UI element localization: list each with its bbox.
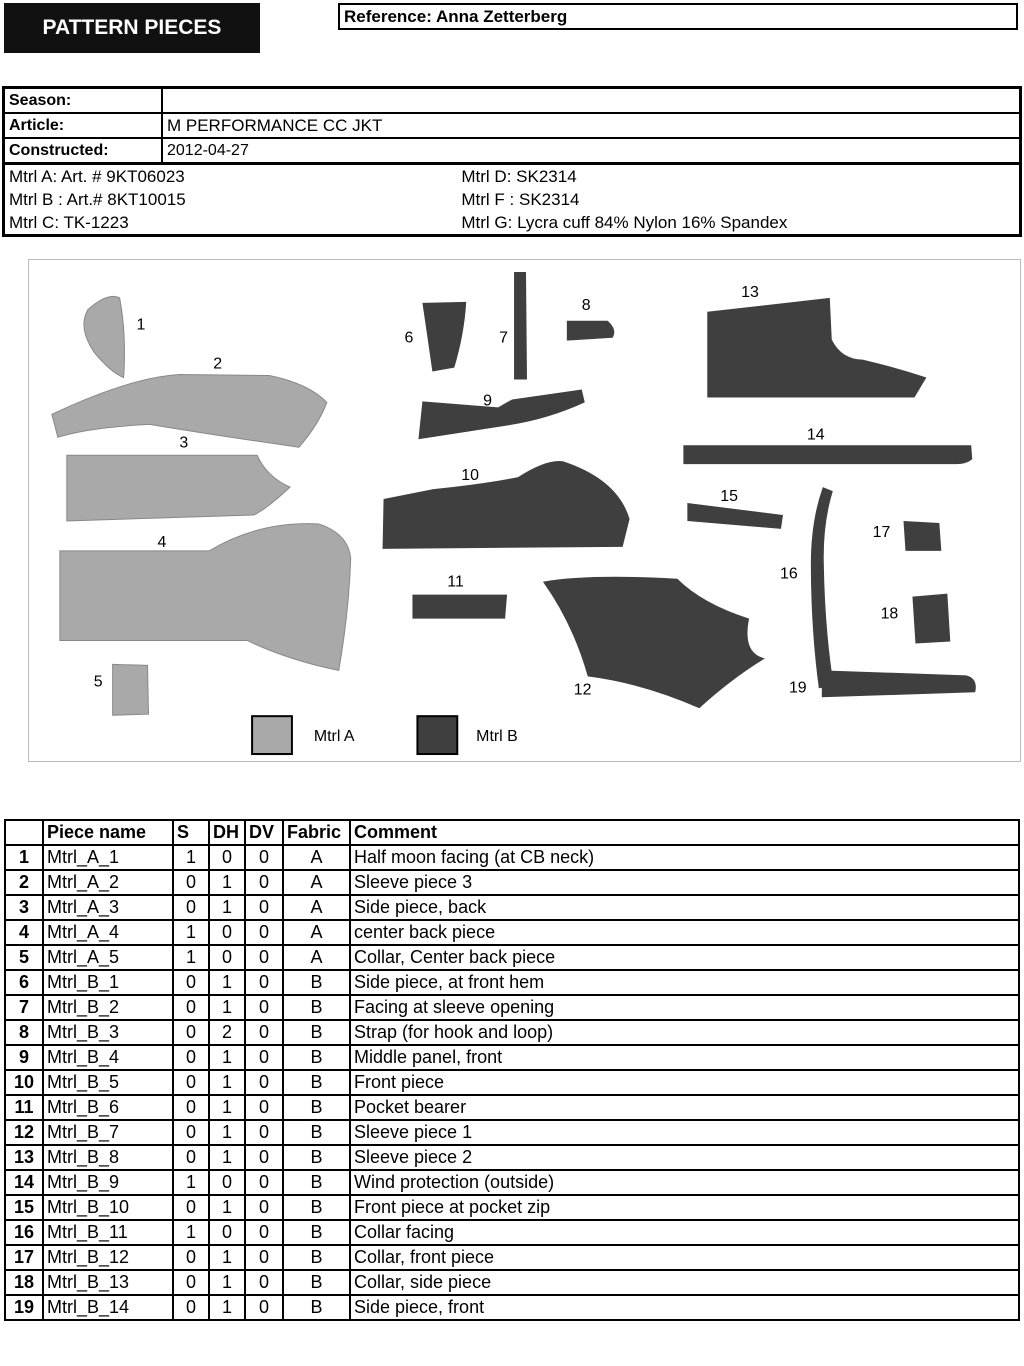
dh-count: 1 bbox=[209, 995, 245, 1020]
fabric: B bbox=[283, 1170, 350, 1195]
table-row bbox=[5, 1220, 1019, 1245]
pattern-piece-16 bbox=[811, 487, 834, 688]
dh-count: 2 bbox=[209, 1020, 245, 1045]
comment: Collar, Center back piece bbox=[350, 945, 1019, 970]
piece-name: Mtrl_B_12 bbox=[43, 1245, 173, 1270]
row-number: 14 bbox=[5, 1170, 43, 1195]
table-row bbox=[5, 870, 1019, 895]
table-row bbox=[5, 995, 1019, 1020]
material-a: Mtrl A: Art. # 9KT06023 bbox=[4, 164, 458, 189]
piece-name: Mtrl_A_2 bbox=[43, 870, 173, 895]
table-row bbox=[5, 1045, 1019, 1070]
piece-label-11: 11 bbox=[447, 573, 464, 591]
row-number: 6 bbox=[5, 970, 43, 995]
piece-name: Mtrl_A_3 bbox=[43, 895, 173, 920]
fabric: B bbox=[283, 1195, 350, 1220]
dv-count: 0 bbox=[245, 1295, 283, 1320]
piece-name: Mtrl_B_11 bbox=[43, 1220, 173, 1245]
table-row bbox=[5, 1070, 1019, 1095]
dh-count: 1 bbox=[209, 1195, 245, 1220]
dv-count: 0 bbox=[245, 1095, 283, 1120]
header-comment: Comment bbox=[350, 820, 1019, 845]
material-c: Mtrl C: TK-1223 bbox=[9, 212, 129, 232]
row-number: 7 bbox=[5, 995, 43, 1020]
s-count: 0 bbox=[173, 870, 209, 895]
piece-name: Mtrl_B_3 bbox=[43, 1020, 173, 1045]
s-count: 0 bbox=[173, 895, 209, 920]
pattern-piece-11 bbox=[412, 595, 507, 619]
piece-label-1: 1 bbox=[136, 316, 146, 334]
row-number: 11 bbox=[5, 1095, 43, 1120]
piece-label-6: 6 bbox=[404, 329, 414, 347]
fabric: B bbox=[283, 1270, 350, 1295]
dh-count: 1 bbox=[209, 1070, 245, 1095]
comment: Half moon facing (at CB neck) bbox=[350, 845, 1019, 870]
table-row bbox=[5, 1195, 1019, 1220]
piece-name: Mtrl_B_6 bbox=[43, 1095, 173, 1120]
comment: center back piece bbox=[350, 920, 1019, 945]
s-count: 0 bbox=[173, 1195, 209, 1220]
comment: Front piece bbox=[350, 1070, 1019, 1095]
dv-count: 0 bbox=[245, 1120, 283, 1145]
pattern-pieces-table bbox=[4, 819, 1020, 1321]
fabric: B bbox=[283, 970, 350, 995]
s-count: 0 bbox=[173, 1095, 209, 1120]
piece-name: Mtrl_B_9 bbox=[43, 1170, 173, 1195]
table-row bbox=[5, 1145, 1019, 1170]
pattern-piece-13 bbox=[707, 298, 926, 398]
piece-name: Mtrl_B_2 bbox=[43, 995, 173, 1020]
row-number: 16 bbox=[5, 1220, 43, 1245]
pattern-piece-2 bbox=[52, 375, 327, 448]
dv-count: 0 bbox=[245, 1245, 283, 1270]
article-info-table bbox=[2, 86, 1022, 237]
dv-count: 0 bbox=[245, 1045, 283, 1070]
comment: Sleeve piece 3 bbox=[350, 870, 1019, 895]
dh-count: 0 bbox=[209, 1220, 245, 1245]
legend-swatch-mtrl-a bbox=[252, 716, 292, 754]
comment: Collar facing bbox=[350, 1220, 1019, 1245]
legend-label-mtrl-b: Mtrl B bbox=[476, 728, 518, 746]
header-dv: DV bbox=[245, 820, 283, 845]
pattern-piece-10 bbox=[383, 461, 630, 549]
material-b: Mtrl B : Art.# 8KT10015 bbox=[9, 189, 186, 209]
dh-count: 0 bbox=[209, 945, 245, 970]
comment: Side piece, at front hem bbox=[350, 970, 1019, 995]
piece-label-10: 10 bbox=[461, 467, 479, 485]
piece-label-5: 5 bbox=[93, 673, 103, 691]
dv-count: 0 bbox=[245, 1145, 283, 1170]
page-title: PATTERN PIECES bbox=[4, 3, 260, 53]
piece-label-2: 2 bbox=[213, 355, 223, 373]
fabric: B bbox=[283, 995, 350, 1020]
fabric: B bbox=[283, 1020, 350, 1045]
piece-label-3: 3 bbox=[179, 434, 189, 452]
s-count: 0 bbox=[173, 1270, 209, 1295]
header-piece-name: Piece name bbox=[43, 820, 173, 845]
dv-count: 0 bbox=[245, 970, 283, 995]
piece-name: Mtrl_B_1 bbox=[43, 970, 173, 995]
s-count: 0 bbox=[173, 970, 209, 995]
s-count: 1 bbox=[173, 845, 209, 870]
piece-label-12: 12 bbox=[573, 681, 592, 699]
header-dh: DH bbox=[209, 820, 245, 845]
fabric: B bbox=[283, 1070, 350, 1095]
dh-count: 1 bbox=[209, 1295, 245, 1320]
dh-count: 0 bbox=[209, 1170, 245, 1195]
comment: Middle panel, front bbox=[350, 1045, 1019, 1070]
fabric: B bbox=[283, 1295, 350, 1320]
pattern-piece-14 bbox=[683, 445, 972, 464]
piece-label-18: 18 bbox=[880, 605, 899, 623]
row-number: 1 bbox=[5, 845, 43, 870]
reference-label: Reference: Anna Zetterberg bbox=[338, 3, 1018, 30]
piece-label-17: 17 bbox=[872, 523, 891, 541]
pattern-pieces-body bbox=[5, 845, 1019, 1320]
comment: Pocket bearer bbox=[350, 1095, 1019, 1120]
piece-name: Mtrl_B_10 bbox=[43, 1195, 173, 1220]
table-row bbox=[5, 970, 1019, 995]
table-row bbox=[5, 1295, 1019, 1320]
dv-count: 0 bbox=[245, 1070, 283, 1095]
article-value: M PERFORMANCE CC JKT bbox=[162, 113, 1021, 138]
row-number: 9 bbox=[5, 1045, 43, 1070]
table-header-row bbox=[5, 820, 1019, 845]
comment: Wind protection (outside) bbox=[350, 1170, 1019, 1195]
dv-count: 0 bbox=[245, 1020, 283, 1045]
row-number: 4 bbox=[5, 920, 43, 945]
s-count: 1 bbox=[173, 920, 209, 945]
table-row bbox=[5, 1270, 1019, 1295]
s-count: 0 bbox=[173, 1145, 209, 1170]
s-count: 1 bbox=[173, 1220, 209, 1245]
dh-count: 1 bbox=[209, 895, 245, 920]
dv-count: 0 bbox=[245, 1220, 283, 1245]
row-number: 2 bbox=[5, 870, 43, 895]
article-label: Article: bbox=[4, 113, 163, 138]
dv-count: 0 bbox=[245, 1270, 283, 1295]
s-count: 0 bbox=[173, 1245, 209, 1270]
fabric: A bbox=[283, 870, 350, 895]
dh-count: 1 bbox=[209, 1145, 245, 1170]
constructed-date: 2012-04-27 bbox=[162, 138, 1021, 164]
dv-count: 0 bbox=[245, 845, 283, 870]
pattern-piece-3 bbox=[67, 455, 290, 521]
table-row bbox=[5, 945, 1019, 970]
header-number bbox=[5, 820, 43, 845]
row-number: 15 bbox=[5, 1195, 43, 1220]
dh-count: 0 bbox=[209, 845, 245, 870]
dh-count: 0 bbox=[209, 920, 245, 945]
piece-name: Mtrl_B_8 bbox=[43, 1145, 173, 1170]
s-count: 1 bbox=[173, 945, 209, 970]
row-number: 10 bbox=[5, 1070, 43, 1095]
comment: Side piece, back bbox=[350, 895, 1019, 920]
pattern-piece-4 bbox=[60, 524, 351, 671]
dh-count: 1 bbox=[209, 1120, 245, 1145]
material-d: Mtrl D: SK2314 bbox=[457, 164, 1020, 189]
material-legend bbox=[252, 716, 518, 754]
s-count: 1 bbox=[173, 1170, 209, 1195]
fabric: B bbox=[283, 1220, 350, 1245]
fabric: A bbox=[283, 895, 350, 920]
dh-count: 1 bbox=[209, 870, 245, 895]
pattern-layout-svg bbox=[29, 260, 1020, 761]
dv-count: 0 bbox=[245, 995, 283, 1020]
s-count: 0 bbox=[173, 1045, 209, 1070]
dh-count: 1 bbox=[209, 1045, 245, 1070]
s-count: 0 bbox=[173, 1020, 209, 1045]
fabric: B bbox=[283, 1245, 350, 1270]
comment: Sleeve piece 1 bbox=[350, 1120, 1019, 1145]
s-count: 0 bbox=[173, 1295, 209, 1320]
table-row bbox=[5, 1095, 1019, 1120]
pattern-piece-7 bbox=[514, 272, 527, 380]
pattern-piece-6 bbox=[422, 302, 466, 372]
pattern-piece-19 bbox=[822, 670, 976, 697]
dh-count: 1 bbox=[209, 1270, 245, 1295]
pattern-piece-18 bbox=[912, 594, 950, 644]
fabric: A bbox=[283, 945, 350, 970]
dv-count: 0 bbox=[245, 1195, 283, 1220]
constructed-label: Constructed: bbox=[4, 138, 163, 164]
fabric: B bbox=[283, 1120, 350, 1145]
comment: Strap (for hook and loop) bbox=[350, 1020, 1019, 1045]
table-row bbox=[5, 1120, 1019, 1145]
fabric: A bbox=[283, 845, 350, 870]
piece-label-9: 9 bbox=[483, 392, 493, 410]
pattern-piece-9 bbox=[418, 389, 584, 439]
table-row bbox=[5, 845, 1019, 870]
dv-count: 0 bbox=[245, 870, 283, 895]
piece-name: Mtrl_B_14 bbox=[43, 1295, 173, 1320]
comment: Front piece at pocket zip bbox=[350, 1195, 1019, 1220]
row-number: 17 bbox=[5, 1245, 43, 1270]
piece-name: Mtrl_A_1 bbox=[43, 845, 173, 870]
row-number: 13 bbox=[5, 1145, 43, 1170]
dv-count: 0 bbox=[245, 920, 283, 945]
row-number: 8 bbox=[5, 1020, 43, 1045]
piece-name: Mtrl_B_7 bbox=[43, 1120, 173, 1145]
piece-label-13: 13 bbox=[741, 283, 759, 301]
s-count: 0 bbox=[173, 1070, 209, 1095]
row-number: 18 bbox=[5, 1270, 43, 1295]
piece-name: Mtrl_B_13 bbox=[43, 1270, 173, 1295]
table-row bbox=[5, 895, 1019, 920]
table-row bbox=[5, 1245, 1019, 1270]
piece-name: Mtrl_B_4 bbox=[43, 1045, 173, 1070]
dh-count: 1 bbox=[209, 970, 245, 995]
piece-label-8: 8 bbox=[581, 296, 591, 314]
pattern-piece-15 bbox=[687, 503, 783, 529]
comment: Sleeve piece 2 bbox=[350, 1145, 1019, 1170]
table-row bbox=[5, 1020, 1019, 1045]
dh-count: 1 bbox=[209, 1245, 245, 1270]
dh-count: 1 bbox=[209, 1095, 245, 1120]
pattern-piece-1 bbox=[84, 296, 125, 377]
pattern-piece-5 bbox=[113, 664, 149, 715]
fabric: B bbox=[283, 1095, 350, 1120]
table-row bbox=[5, 1170, 1019, 1195]
piece-name: Mtrl_B_5 bbox=[43, 1070, 173, 1095]
piece-label-15: 15 bbox=[720, 488, 738, 506]
piece-name: Mtrl_A_5 bbox=[43, 945, 173, 970]
material-f: Mtrl F : SK2314 bbox=[461, 189, 580, 209]
table-row bbox=[5, 920, 1019, 945]
row-number: 12 bbox=[5, 1120, 43, 1145]
piece-label-16: 16 bbox=[779, 565, 798, 583]
header-fabric: Fabric bbox=[283, 820, 350, 845]
pattern-layout-diagram bbox=[28, 259, 1021, 762]
row-number: 5 bbox=[5, 945, 43, 970]
piece-label-14: 14 bbox=[806, 426, 825, 444]
season-label: Season: bbox=[4, 88, 163, 114]
comment: Side piece, front bbox=[350, 1295, 1019, 1320]
pattern-piece-8 bbox=[567, 321, 614, 341]
dv-count: 0 bbox=[245, 1170, 283, 1195]
header-s: S bbox=[173, 820, 209, 845]
fabric: B bbox=[283, 1145, 350, 1170]
season-value bbox=[162, 88, 1021, 114]
piece-name: Mtrl_A_4 bbox=[43, 920, 173, 945]
s-count: 0 bbox=[173, 1120, 209, 1145]
legend-swatch-mtrl-b bbox=[417, 716, 457, 754]
pattern-piece-17 bbox=[903, 521, 941, 551]
row-number: 19 bbox=[5, 1295, 43, 1320]
dv-count: 0 bbox=[245, 895, 283, 920]
material-g: Mtrl G: Lycra cuff 84% Nylon 16% Spandex bbox=[461, 212, 788, 232]
legend-label-mtrl-a: Mtrl A bbox=[313, 728, 355, 746]
row-number: 3 bbox=[5, 895, 43, 920]
dv-count: 0 bbox=[245, 945, 283, 970]
piece-label-4: 4 bbox=[157, 533, 167, 551]
comment: Facing at sleeve opening bbox=[350, 995, 1019, 1020]
piece-label-7: 7 bbox=[499, 329, 508, 347]
fabric: A bbox=[283, 920, 350, 945]
s-count: 0 bbox=[173, 995, 209, 1020]
comment: Collar, side piece bbox=[350, 1270, 1019, 1295]
piece-label-19: 19 bbox=[788, 679, 807, 697]
comment: Collar, front piece bbox=[350, 1245, 1019, 1270]
fabric: B bbox=[283, 1045, 350, 1070]
